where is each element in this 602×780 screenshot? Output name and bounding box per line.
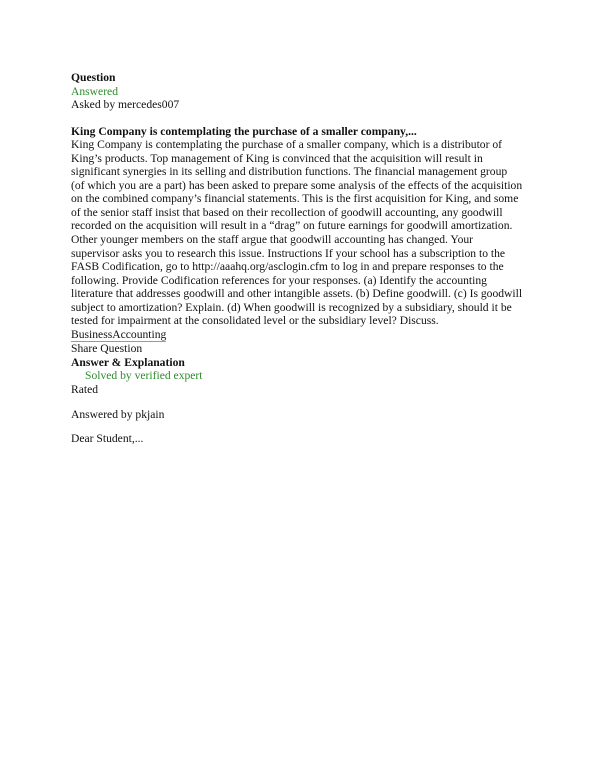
body-line: King’s products. Top management of King is convinced that the acquisition will result in	[71, 151, 483, 165]
tag-accounting[interactable]: Accounting	[112, 327, 167, 341]
body-line: FASB Codification, go to http://aaahq.org/asclogin.cfm to log in and prepare responses to the	[71, 260, 504, 274]
document-page	[71, 71, 541, 446]
body-line: following. Provide Codification references for your responses. (a) Identify the accounting	[71, 273, 487, 287]
body-line: significant synergies in its selling and distribution functions. The financial management group	[71, 165, 508, 179]
body-line: subject to amortization? Explain. (d) When goodwill is recognized by a subsidiary, should it be	[71, 300, 512, 314]
spacer	[71, 397, 541, 408]
answer-heading: Answer & Explanation	[71, 355, 185, 369]
body-line: supervisor asks you to research this issue. Instructions If your school has a subscription to the	[71, 246, 506, 260]
asked-by: Asked by mercedes007	[71, 98, 180, 112]
rated-label: Rated	[71, 383, 99, 397]
body-line: of the senior staff insist that based on their recollection of goodwill accounting, any goodwill	[71, 205, 503, 219]
body-line: recorded on the acquisition will result in a “drag” on future earnings for goodwill amortization.	[71, 219, 513, 233]
answered-by: Answered by pkjain	[71, 407, 165, 421]
spacer	[71, 112, 541, 125]
tags-row	[71, 328, 541, 343]
tag-business[interactable]: Business	[71, 327, 113, 341]
body-line: tested for impairment at the consolidated level or the subsidiary level? Discuss.	[71, 314, 439, 328]
answer-preview: Dear Student,...	[71, 432, 144, 446]
body-line: literature that addresses goodwill and other intangible assets. (b) Define goodwill. (c) Is goodwill	[71, 287, 523, 301]
solved-badge: Solved by verified expert	[85, 369, 203, 383]
body-line: King Company is contemplating the purchase of a smaller company, which is a distributor of	[71, 138, 503, 152]
answered-status: Answered	[71, 84, 119, 98]
tag-list	[71, 328, 166, 343]
spacer	[71, 421, 541, 432]
body-line: on the combined company’s financial statements. This is the first acquisition for King, and some	[71, 192, 519, 206]
share-question-link[interactable]: Share Question	[71, 342, 143, 356]
question-title[interactable]: King Company is contemplating the purchase of a smaller company,...	[71, 124, 417, 138]
question-heading: Question	[71, 71, 116, 84]
body-line: Other younger members on the staff argue that goodwill accounting has changed. Your	[71, 233, 474, 247]
question-body	[71, 138, 541, 328]
body-line: (of which you are a part) has been asked to prepare some analysis of the effects of the acquisition	[71, 178, 523, 192]
